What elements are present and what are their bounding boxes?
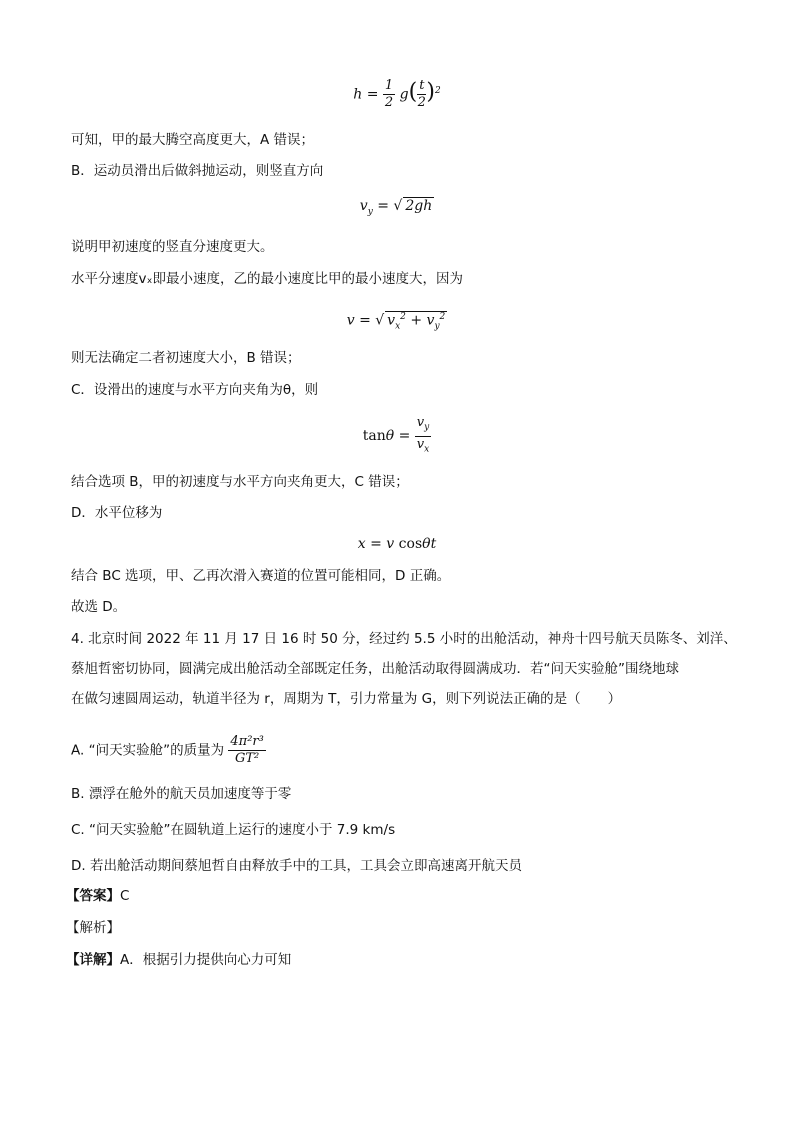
- answer-line: [66, 886, 129, 906]
- formula-vy: $v_y$ = √ 2gh: [359, 198, 433, 217]
- text-line-6: C．设滑出的速度与水平方向夹角为θ，则: [71, 382, 319, 398]
- answer-label: 【答案】: [66, 888, 120, 904]
- detail-label: 【详解】: [66, 952, 120, 968]
- option-a-text: A. “问天实验舱”的质量为: [71, 742, 225, 759]
- option-c: C. “问天实验舱”在圆轨道上运行的速度小于 7.9 km/s: [71, 822, 396, 838]
- text-line-2: B．运动员滑出后做斜抛运动，则竖直方向: [71, 163, 324, 179]
- text-line-7: 结合选项 B，甲的初速度与水平方向夹角更大，C 错误；: [71, 474, 409, 490]
- option-b: B. 漂浮在舱外的航天员加速度等于零: [71, 786, 292, 802]
- question-stem-line-2: 蔡旭哲密切协同，圆满完成出舱活动全部既定任务，出舱活动取得圆满成功．若“问天实验舱”围绕地球: [71, 661, 679, 677]
- answer-value: C: [120, 888, 130, 904]
- text-line-5: 则无法确定二者初速度大小，B 错误；: [71, 350, 301, 366]
- formula-v: v = √ $v_x^2 + v_y^2$: [346, 312, 446, 332]
- formula-h: h = $\frac{1}{2}$ g( $\frac{t}{2}$ )$^2$: [353, 78, 441, 110]
- formula-x: x = v cosθt: [357, 536, 437, 552]
- text-line-10: 故选 D。: [71, 599, 127, 615]
- text-line-3: 说明甲初速度的竖直分速度更大。: [71, 239, 274, 255]
- text-line-1: 可知，甲的最大腾空高度更大，A 错误；: [71, 132, 315, 148]
- option-d: D. 若出舱活动期间蔡旭哲自由释放手中的工具，工具会立即高速离开航天员: [71, 858, 522, 874]
- option-a: [71, 734, 266, 767]
- detail-line: [66, 950, 291, 970]
- question-stem-line-3: 在做匀速圆周运动，轨道半径为 r，周期为 T，引力常量为 G，则下列说法正确的是（ ）: [71, 691, 622, 707]
- formula-tan: tanθ = $\frac{v_y}{v_x}$: [362, 415, 430, 455]
- text-line-9: 结合 BC 选项，甲、乙再次滑入赛道的位置可能相同，D 正确。: [71, 568, 451, 584]
- detail-text: A．根据引力提供向心力可知: [120, 952, 292, 968]
- question-stem-line-1: 4. 北京时间 2022 年 11 月 17 日 16 时 50 分，经过约 5.5 小时的出舱活动，神舟十四号航天员陈冬、刘洋、: [71, 631, 737, 647]
- option-a-fraction: $\frac{\text{4π²r³}}{\text{GT²}}$: [230, 734, 264, 766]
- text-line-8: D．水平位移为: [71, 505, 163, 521]
- text-line-4: 水平分速度vₓ即最小速度，乙的最小速度比甲的最小速度大，因为: [71, 271, 463, 287]
- analysis-label: 【解析】: [66, 920, 120, 936]
